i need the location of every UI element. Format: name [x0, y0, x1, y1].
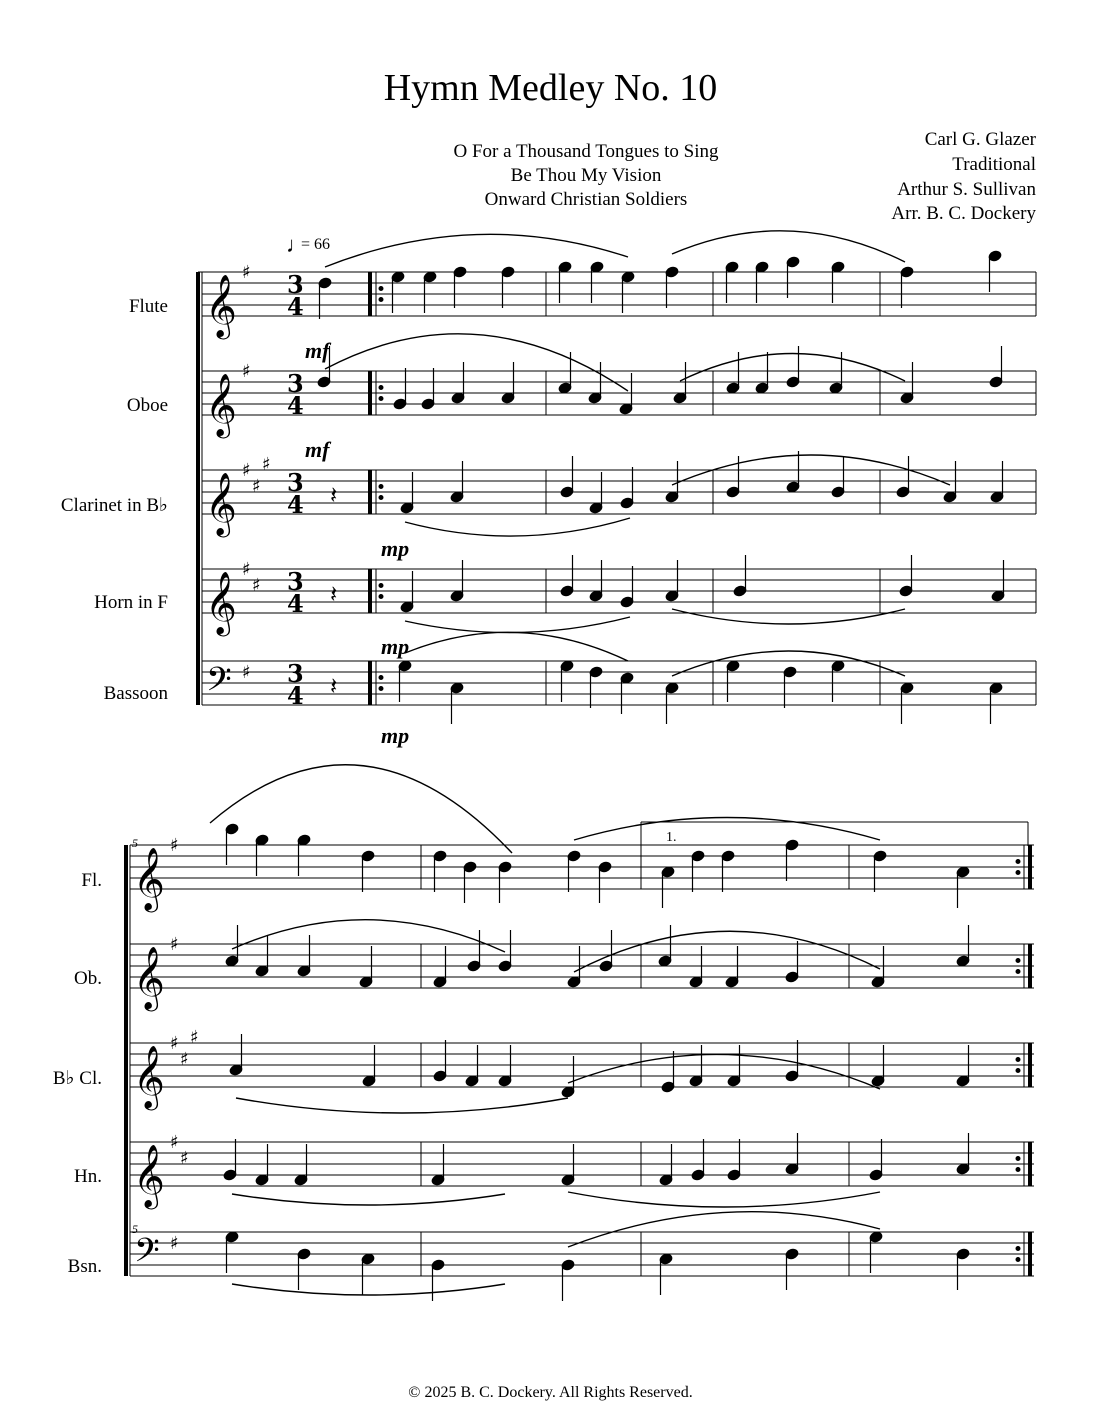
slur [232, 920, 505, 952]
key-signature-sharp: ♯ [180, 1148, 189, 1169]
key-signature-sharp: ♯ [180, 1049, 189, 1070]
time-signature-top: 3 [287, 468, 304, 497]
repeat-dot [1016, 959, 1020, 963]
slur [232, 1284, 505, 1295]
copyright: © 2025 B. C. Dockery. All Rights Reserved. [408, 1384, 693, 1401]
subtitle-2: Be Thou My Vision [510, 165, 662, 186]
instrument-abbr-clarinet: B♭ Cl. [52, 1068, 102, 1089]
repeat-dot [379, 687, 383, 691]
dynamic-bassoon: mp [381, 723, 410, 748]
repeat-dot [379, 397, 383, 401]
key-signature-sharp: ♯ [170, 934, 179, 955]
quarter-rest-icon: 𝄽 [330, 672, 338, 700]
slur [568, 1212, 880, 1247]
key-signature-sharp: ♯ [170, 835, 179, 856]
bass-clef-icon: 𝄢 [134, 1232, 160, 1278]
treble-clef-icon: 𝄞 [205, 571, 237, 634]
quarter-rest-icon: 𝄽 [330, 481, 338, 509]
volta-label: 1. [666, 830, 677, 845]
slur [672, 609, 905, 624]
instrument-abbr-oboe: Ob. [74, 968, 102, 989]
slur [405, 518, 630, 536]
key-signature-sharp: ♯ [242, 559, 251, 580]
dynamic-horn: mp [381, 634, 410, 659]
key-signature-sharp: ♯ [242, 662, 251, 683]
repeat-dot [379, 595, 383, 599]
page-title: Hymn Medley No. 10 [383, 67, 718, 109]
key-signature-sharp: ♯ [190, 1027, 199, 1048]
treble-clef-icon: 𝄞 [133, 946, 165, 1009]
dynamic-clarinet: mp [381, 536, 410, 561]
time-signature-bottom: 4 [287, 391, 304, 420]
slur [568, 1054, 880, 1089]
time-signature-bottom: 4 [287, 292, 304, 321]
key-signature-sharp: ♯ [262, 454, 271, 475]
treble-clef-icon: 𝄞 [133, 1144, 165, 1207]
measure-number-bassoon: 5 [132, 1222, 138, 1236]
repeat-dot [1016, 1069, 1020, 1073]
repeat-dot [379, 485, 383, 489]
treble-clef-icon: 𝄞 [205, 373, 237, 436]
slur [210, 765, 512, 853]
dynamic-oboe: mf [305, 437, 330, 462]
repeat-dot [379, 287, 383, 291]
instrument-name-oboe: Oboe [126, 395, 168, 416]
repeat-dot [379, 584, 383, 588]
repeat-dot [1016, 970, 1020, 974]
repeat-dot [1016, 1157, 1020, 1161]
repeat-dot [1016, 871, 1020, 875]
slur [236, 1098, 568, 1113]
instrument-name-clarinet: Clarinet in B♭ [60, 495, 168, 516]
slur [325, 234, 628, 267]
instrument-name-bassoon: Bassoon [103, 683, 168, 704]
key-signature-sharp: ♯ [242, 361, 251, 382]
repeat-dot [1016, 1168, 1020, 1172]
time-signature-bottom: 4 [287, 490, 304, 519]
repeat-dot [379, 298, 383, 302]
repeat-dot [1016, 860, 1020, 864]
time-signature-bottom: 4 [287, 589, 304, 618]
instrument-name-horn: Horn in F [94, 592, 168, 613]
slur [568, 1192, 880, 1207]
instrument-abbr-flute: Fl. [81, 870, 102, 891]
slur [405, 632, 628, 661]
measure-number: 5 [132, 836, 138, 850]
composer-3: Arthur S. Sullivan [897, 179, 1036, 200]
time-signature-top: 3 [287, 567, 304, 596]
quarter-note-icon: ♩ [286, 232, 308, 257]
repeat-dot [379, 676, 383, 680]
arranger: Arr. B. C. Dockery [891, 203, 1036, 224]
instrument-abbr-horn: Hn. [74, 1166, 102, 1187]
time-signature-top: 3 [287, 270, 304, 299]
slur [405, 617, 630, 633]
key-signature-sharp: ♯ [252, 476, 261, 497]
bass-clef-icon: 𝄢 [206, 661, 232, 707]
key-signature-sharp: ♯ [252, 575, 261, 596]
slur [574, 818, 880, 841]
composer-2: Traditional [952, 154, 1036, 175]
composer-1: Carl G. Glazer [924, 129, 1036, 150]
treble-clef-icon: 𝄞 [133, 1045, 165, 1108]
subtitle-1: O For a Thousand Tongues to Sing [453, 141, 719, 162]
slur [232, 1194, 505, 1205]
repeat-dot [379, 496, 383, 500]
repeat-dot [1016, 1058, 1020, 1062]
dynamic-flute: mf [305, 338, 330, 363]
slur [680, 354, 905, 382]
tempo-marking: = 66 [301, 236, 331, 253]
quarter-rest-icon: 𝄽 [330, 580, 338, 608]
subtitle-3: Onward Christian Soldiers [484, 189, 688, 210]
treble-clef-icon: 𝄞 [205, 274, 237, 337]
time-signature-bottom: 4 [287, 681, 304, 710]
treble-clef-icon: 𝄞 [133, 847, 165, 910]
key-signature-sharp: ♯ [170, 1132, 179, 1153]
repeat-dot [379, 386, 383, 390]
key-signature-sharp: ♯ [170, 1233, 179, 1254]
key-signature-sharp: ♯ [170, 1033, 179, 1054]
treble-clef-icon: 𝄞 [205, 472, 237, 535]
time-signature-top: 3 [287, 369, 304, 398]
instrument-abbr-bassoon: Bsn. [67, 1256, 102, 1277]
instrument-name-flute: Flute [128, 296, 168, 317]
slur [672, 231, 905, 262]
repeat-dot [1016, 1258, 1020, 1262]
key-signature-sharp: ♯ [242, 460, 251, 481]
key-signature-sharp: ♯ [242, 262, 251, 283]
repeat-dot [1016, 1247, 1020, 1251]
time-signature-top: 3 [287, 659, 304, 688]
